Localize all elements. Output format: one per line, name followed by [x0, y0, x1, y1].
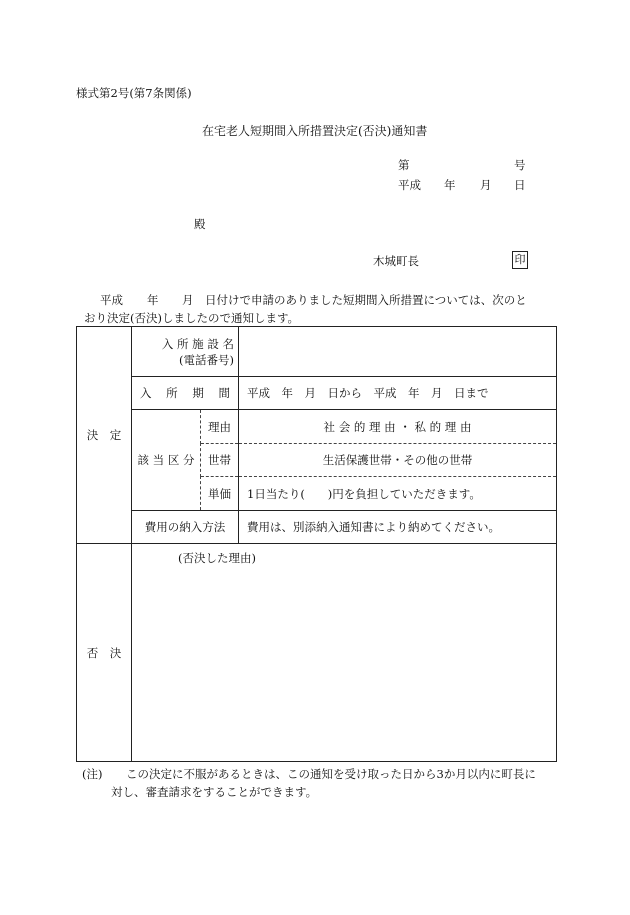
note-line2: 対し、審査請求をすることができます。 [111, 785, 318, 799]
number-suffix: 号 [514, 158, 526, 172]
seal-mark: 印 [512, 251, 528, 269]
note-marker: (注) [82, 767, 103, 781]
number-prefix: 第 [398, 158, 410, 172]
reason-label: 理由 [201, 410, 239, 444]
intro-line2: おり決定(否決)しましたので通知します。 [84, 311, 300, 325]
form-number: 様式第2号(第7条関係) [76, 86, 192, 100]
issue-date-era: 平成 [398, 178, 421, 192]
decision-label: 決 定 [77, 327, 132, 544]
rejection-reason-cell [132, 544, 557, 762]
facility-sublabel: (電話番号) [179, 352, 234, 367]
unit-price-label: 単価 [201, 477, 239, 511]
period-label-char: 期 [192, 386, 204, 400]
facility-label-cell [132, 327, 239, 377]
period-label [132, 377, 239, 410]
intro-era: 平成 [100, 293, 123, 307]
decision-table [76, 326, 557, 762]
rejection-reason-heading: (否決した理由) [178, 551, 256, 565]
document-title: 在宅老人短期間入所措置決定(否決)通知書 [202, 124, 428, 138]
payment-value: 費用は、別添納入通知書により納めてください。 [239, 511, 557, 544]
issuer-name: 木城町長 [373, 254, 419, 268]
household-label: 世帯 [201, 444, 239, 477]
reason-value: 社 会 的 理 由 ・ 私 的 理 由 [239, 410, 557, 444]
facility-label: 入 所 施 設 名 [161, 336, 234, 351]
unit-price-value: 1日当たり( )円を負担していただきます。 [239, 477, 557, 511]
payment-label: 費用の納入方法 [132, 511, 239, 544]
period-label-char: 間 [218, 386, 230, 400]
intro-month: 月 [182, 293, 194, 307]
period-label-char: 所 [166, 386, 178, 400]
note-line1: この決定に不服があるときは、この通知を受け取った日から3か月以内に町長に [126, 767, 536, 781]
period-label-char: 入 [140, 386, 152, 400]
intro-line1: 日付けで申請のありました短期間入所措置については、次のと [205, 293, 527, 307]
addressee-suffix: 殿 [194, 217, 206, 231]
category-label: 該 当 区 分 [132, 410, 201, 511]
issue-date-year: 年 [444, 178, 456, 192]
facility-value [239, 327, 557, 377]
intro-year: 年 [147, 293, 159, 307]
household-value: 生活保護世帯・その他の世帯 [239, 444, 557, 477]
issue-date-day: 日 [514, 178, 526, 192]
issue-date-month: 月 [480, 178, 492, 192]
rejection-label: 否 決 [77, 544, 132, 762]
period-value: 平成 年 月 日から 平成 年 月 日まで [239, 377, 557, 410]
